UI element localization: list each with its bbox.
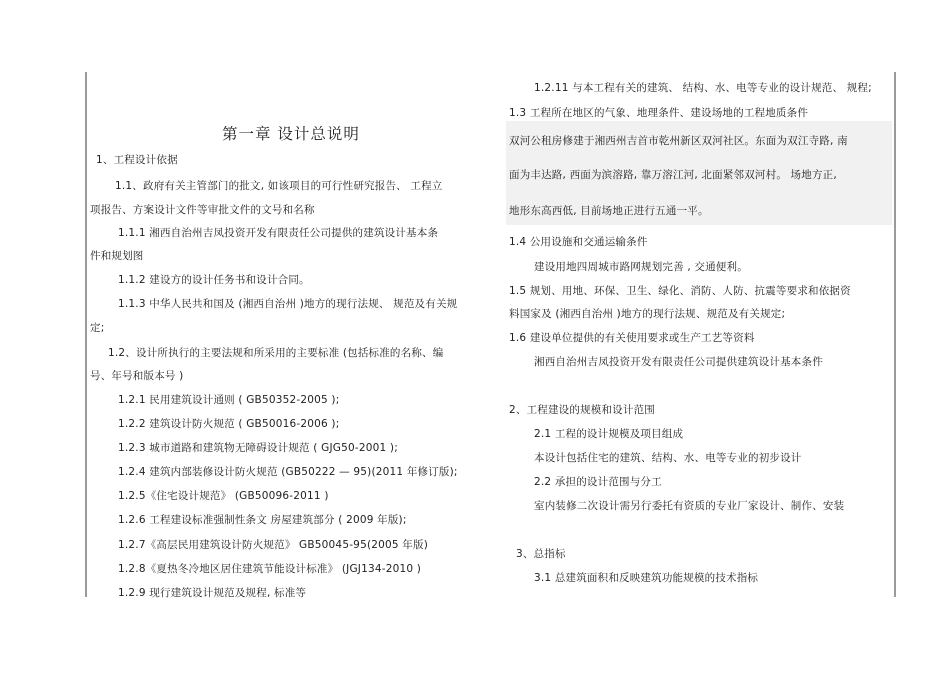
- text-line: 1.2.1 民用建筑设计通则 ( GB50352-2005 );: [118, 394, 340, 406]
- right-margin-rule: [894, 72, 896, 597]
- text-line: 1.2.9 现行建筑设计规范及规程, 标准等: [118, 587, 307, 599]
- text-line: 3.1 总建筑面积和反映建筑功能规模的技术指标: [534, 572, 759, 584]
- chapter-title: 第一章 设计总说明: [222, 125, 360, 143]
- text-line: 1.2.6 工程建设标准强制性条文 房屋建筑部分 ( 2009 年版);: [118, 514, 407, 526]
- section-heading: 1、工程设计依据: [96, 154, 178, 166]
- text-line: 1.6 建设单位提供的有关使用要求或生产工艺等资料: [509, 332, 755, 344]
- text-line: 料国家及 (湘西自治州 )地方的现行法规、规范及有关规定;: [509, 308, 786, 320]
- text-line: 定;: [90, 322, 105, 334]
- text-line: 1.5 规划、用地、环保、卫生、绿化、消防、人防、抗震等要求和依据资: [509, 285, 851, 297]
- text-line: 1.2.5《住宅设计规范》 (GB50096-2011 ): [118, 490, 329, 502]
- text-line: 面为丰达路, 西面为滨溶路, 靠万溶江河, 北面紧邻双河村。 场地方正,: [509, 169, 837, 181]
- text-line: 项报告、方案设计文件等审批文件的文号和名称: [90, 204, 315, 216]
- text-line: 1.1.1 湘西自治州吉凤投资开发有限责任公司提供的建筑设计基本条: [118, 227, 439, 239]
- section-heading: 3、总指标: [516, 548, 566, 560]
- text-line: 1.1.3 中华人民共和国及 (湘西自治州 )地方的现行法规、 规范及有关规: [118, 298, 458, 310]
- text-line: 1.2.4 建筑内部装修设计防火规范 (GB50222 — 95)(2011 年修订版);: [118, 466, 458, 478]
- text-line: 湘西自治州吉凤投资开发有限责任公司提供建筑设计基本条件: [534, 356, 823, 368]
- text-line: 室内装修二次设计需另行委托有资质的专业厂家设计、制作、安装: [534, 500, 845, 512]
- text-line: 1.2.7《高层民用建筑设计防火规范》 GB50045-95(2005 年版): [118, 539, 428, 551]
- section-heading: 2、工程建设的规模和设计范围: [509, 404, 655, 416]
- text-line: 1.2.8《夏热冬冷地区居住建筑节能设计标准》 (JGJ134-2010 ): [118, 563, 422, 575]
- text-line: 件和规划图: [90, 250, 144, 262]
- text-line: 1.3 工程所在地区的气象、地理条件、建设场地的工程地质条件: [509, 107, 809, 119]
- text-line: 建设用地四周城市路网规划完善 , 交通便利。: [534, 261, 748, 273]
- text-line: 2.2 承担的设计范围与分工: [534, 476, 662, 488]
- left-margin-rule: [85, 72, 87, 597]
- text-line: 1.2.11 与本工程有关的建筑、 结构、水、电等专业的设计规范、 规程;: [534, 82, 872, 94]
- text-line: 1.1.2 建设方的设计任务书和设计合同。: [118, 274, 310, 286]
- text-line: 双河公租房修建于湘西州吉首市乾州新区双河社区。东面为双江寺路, 南: [509, 135, 848, 147]
- text-line: 号、年号和版本号 ): [90, 370, 184, 382]
- text-line: 1.4 公用设施和交通运输条件: [509, 236, 648, 248]
- text-line: 本设计包括住宅的建筑、结构、水、电等专业的初步设计: [534, 452, 802, 464]
- text-line: 2.1 工程的设计规模及项目组成: [534, 428, 684, 440]
- text-line: 1.2、设计所执行的主要法规和所采用的主要标准 (包括标准的名称、编: [108, 347, 444, 359]
- text-line: 1.2.2 建筑设计防火规范 ( GB50016-2006 );: [118, 418, 340, 430]
- text-line: 1.2.3 城市道路和建筑物无障碍设计规范 ( GJG50-2001 );: [118, 442, 398, 454]
- text-line: 地形东高西低, 目前场地正进行五通一平。: [509, 205, 709, 217]
- text-line: 1.1、政府有关主管部门的批文, 如该项目的可行性研究报告、 工程立: [115, 180, 443, 192]
